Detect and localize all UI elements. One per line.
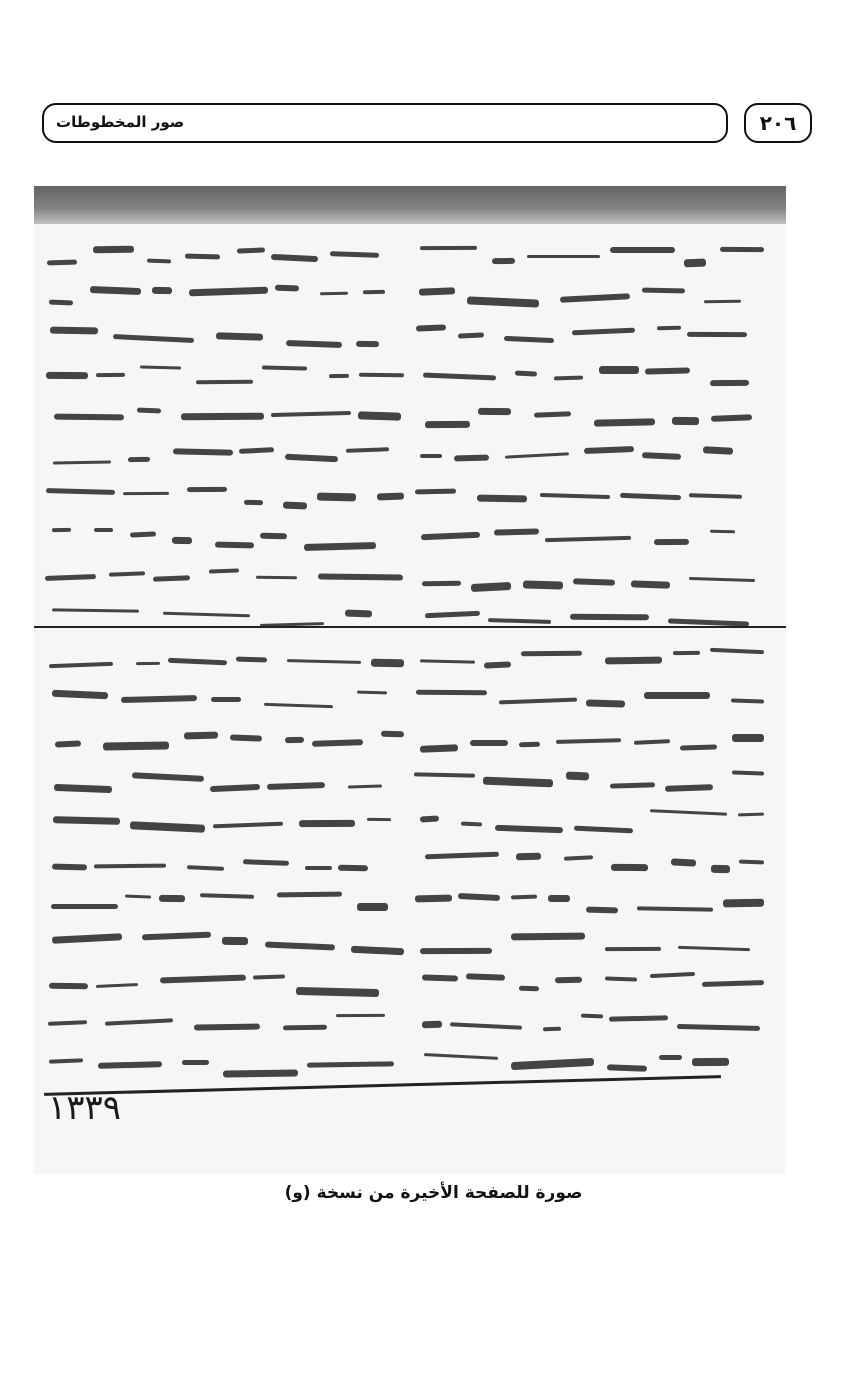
handwriting-stroke: [210, 784, 260, 793]
manuscript-text-line: [34, 392, 786, 438]
handwriting-stroke: [458, 893, 500, 901]
handwriting-stroke: [516, 852, 542, 860]
figure-caption: صورة للصفحة الأخيرة من نسخة (و): [284, 1183, 583, 1203]
handwriting-stroke: [416, 324, 446, 331]
handwriting-stroke: [180, 413, 263, 421]
handwriting-stroke: [424, 1054, 499, 1061]
handwriting-stroke: [153, 575, 190, 581]
handwriting-stroke: [296, 987, 380, 997]
handwriting-stroke: [271, 410, 351, 416]
handwriting-stroke: [586, 907, 618, 914]
handwriting-stroke: [52, 528, 71, 532]
handwriting-stroke: [466, 297, 538, 308]
handwriting-stroke: [422, 581, 461, 586]
handwriting-stroke: [423, 372, 496, 380]
handwriting-stroke: [146, 258, 170, 263]
handwriting-stroke: [739, 859, 764, 864]
handwriting-stroke: [515, 371, 537, 377]
handwriting-stroke: [237, 247, 265, 253]
manuscript-text-line: [34, 919, 786, 965]
handwriting-stroke: [52, 690, 108, 699]
handwriting-stroke: [213, 822, 283, 829]
handwriting-stroke: [275, 284, 299, 290]
handwriting-stroke: [109, 571, 145, 576]
handwriting-stroke: [545, 536, 632, 543]
handwriting-stroke: [103, 741, 169, 750]
handwriting-stroke: [55, 741, 81, 749]
handwriting-stroke: [519, 986, 539, 991]
handwriting-stroke: [357, 691, 388, 695]
handwriting-stroke: [173, 448, 233, 456]
handwriting-stroke: [46, 372, 88, 380]
handwriting-stroke: [466, 973, 505, 981]
handwriting-stroke: [346, 447, 389, 452]
handwriting-stroke: [556, 738, 621, 744]
handwriting-stroke: [357, 903, 388, 911]
handwriting-stroke: [511, 932, 585, 940]
handwriting-stroke: [454, 454, 489, 461]
handwriting-stroke: [93, 246, 134, 253]
handwriting-stroke: [256, 576, 297, 580]
handwriting-stroke: [159, 895, 185, 902]
handwriting-stroke: [611, 864, 648, 871]
handwriting-stroke: [543, 1027, 561, 1032]
handwriting-stroke: [710, 648, 764, 655]
handwriting-stroke: [260, 532, 287, 538]
handwriting-stroke: [307, 1061, 394, 1067]
handwriting-stroke: [483, 777, 553, 788]
handwriting-stroke: [211, 697, 241, 702]
handwriting-stroke: [194, 1023, 260, 1030]
handwriting-stroke: [47, 259, 77, 265]
manuscript-text-line: [34, 595, 786, 641]
handwriting-stroke: [594, 418, 655, 426]
handwriting-stroke: [200, 893, 254, 899]
handwriting-stroke: [223, 1069, 298, 1077]
handwriting-stroke: [680, 745, 717, 751]
handwriting-stroke: [511, 894, 537, 898]
handwriting-stroke: [581, 1014, 603, 1019]
handwriting-stroke: [719, 247, 764, 252]
running-header-title: صور المخطوطات: [56, 113, 185, 131]
handwriting-stroke: [416, 690, 487, 695]
handwriting-stroke: [125, 894, 151, 898]
handwriting-stroke: [644, 692, 710, 699]
handwriting-stroke: [634, 739, 670, 744]
handwriting-stroke: [458, 332, 484, 338]
handwriting-stroke: [511, 1058, 594, 1070]
handwriting-stroke: [51, 904, 118, 909]
handwriting-stroke: [265, 941, 336, 950]
handwriting-stroke: [477, 495, 527, 503]
handwriting-stroke: [692, 1058, 729, 1066]
handwriting-stroke: [687, 332, 747, 337]
handwriting-stroke: [45, 574, 96, 581]
handwriting-stroke: [216, 332, 263, 340]
handwriting-stroke: [478, 408, 511, 415]
handwriting-stroke: [128, 456, 150, 461]
handwriting-stroke: [425, 611, 480, 619]
handwriting-stroke: [495, 824, 564, 832]
handwriting-stroke: [609, 1015, 668, 1022]
handwriting-stroke: [285, 736, 304, 742]
handwriting-stroke: [527, 255, 600, 258]
handwriting-stroke: [420, 246, 477, 251]
handwriting-stroke: [540, 493, 610, 499]
handwriting-stroke: [689, 493, 742, 499]
handwriting-stroke: [236, 657, 267, 663]
manuscript-dark-top-band: [34, 186, 786, 224]
handwriting-stroke: [521, 651, 582, 656]
handwriting-stroke: [260, 622, 325, 627]
handwriting-stroke: [351, 946, 404, 955]
handwriting-stroke: [132, 772, 204, 781]
manuscript-text-line: [34, 635, 786, 681]
handwriting-stroke: [96, 983, 138, 988]
handwriting-stroke: [732, 770, 764, 775]
handwriting-stroke: [519, 742, 540, 748]
handwriting-stroke: [286, 340, 342, 348]
handwriting-stroke: [94, 528, 113, 532]
handwriting-stroke: [642, 288, 685, 294]
handwriting-stroke: [414, 772, 475, 777]
handwriting-stroke: [504, 336, 554, 343]
handwriting-stroke: [48, 1020, 87, 1026]
handwriting-stroke: [584, 445, 634, 453]
handwriting-stroke: [49, 983, 88, 990]
handwriting-stroke: [738, 812, 764, 816]
handwriting-stroke: [168, 658, 227, 666]
handwriting-stroke: [650, 972, 695, 978]
manuscript-text-line: [34, 473, 786, 519]
handwriting-stroke: [187, 487, 227, 493]
handwriting-stroke: [283, 1024, 327, 1030]
handwriting-stroke: [359, 373, 404, 378]
handwriting-stroke: [554, 376, 583, 381]
handwriting-stroke: [305, 866, 332, 870]
handwriting-stroke: [140, 365, 181, 369]
running-header: [42, 103, 728, 143]
handwriting-stroke: [470, 740, 508, 746]
handwriting-stroke: [488, 618, 551, 624]
handwriting-stroke: [610, 246, 675, 252]
handwriting-stroke: [461, 821, 482, 826]
handwriting-stroke: [312, 740, 364, 747]
handwriting-stroke: [677, 1024, 760, 1031]
handwriting-stroke: [52, 933, 122, 943]
handwriting-stroke: [723, 899, 764, 907]
handwriting-stroke: [136, 662, 160, 666]
handwriting-stroke: [367, 818, 391, 821]
handwriting-stroke: [657, 326, 681, 330]
manuscript-text-line: [34, 554, 786, 600]
handwriting-stroke: [711, 414, 753, 421]
handwriting-stroke: [534, 411, 571, 417]
handwriting-stroke: [420, 659, 476, 664]
handwriting-stroke: [94, 863, 166, 868]
handwriting-stroke: [523, 581, 563, 590]
handwriting-stroke: [152, 287, 172, 294]
manuscript-text-line: [34, 1040, 786, 1086]
handwriting-stroke: [185, 253, 220, 259]
manuscript-text-line: [34, 757, 786, 803]
manuscript-text-line: [34, 230, 786, 276]
handwriting-stroke: [243, 859, 289, 865]
handwriting-stroke: [505, 453, 569, 460]
handwriting-stroke: [348, 785, 383, 789]
handwriting-stroke: [338, 864, 368, 871]
handwriting-stroke: [49, 662, 113, 668]
handwriting-stroke: [329, 374, 349, 379]
handwriting-stroke: [631, 580, 670, 588]
handwriting-stroke: [264, 703, 333, 709]
handwriting-stroke: [46, 488, 115, 495]
handwriting-stroke: [425, 421, 470, 428]
handwriting-stroke: [702, 980, 764, 987]
handwriting-stroke: [123, 491, 169, 494]
handwriting-stroke: [605, 657, 662, 665]
handwriting-stroke: [731, 698, 764, 703]
handwriting-stroke: [320, 292, 348, 296]
handwriting-stroke: [49, 300, 73, 306]
handwriting-stroke: [678, 946, 750, 952]
handwriting-stroke: [471, 582, 511, 592]
handwriting-stroke: [356, 340, 379, 346]
handwriting-stroke: [555, 977, 583, 983]
handwriting-stroke: [377, 493, 404, 501]
handwriting-stroke: [244, 499, 263, 505]
handwriting-stroke: [684, 259, 706, 268]
handwriting-stroke: [172, 536, 192, 543]
handwriting-stroke: [450, 1022, 522, 1029]
handwriting-stroke: [492, 258, 516, 264]
manuscript-image: [34, 186, 786, 1174]
handwriting-stroke: [484, 661, 512, 669]
manuscript-text-line: [34, 676, 786, 722]
manuscript-text-line: [34, 797, 786, 843]
handwriting-stroke: [299, 820, 355, 828]
handwriting-stroke: [262, 365, 307, 370]
handwriting-stroke: [381, 731, 404, 738]
handwriting-stroke: [425, 851, 499, 859]
handwriting-stroke: [610, 782, 655, 789]
handwriting-stroke: [130, 531, 157, 537]
handwriting-stroke: [209, 568, 240, 573]
handwriting-stroke: [189, 287, 268, 297]
handwriting-stroke: [271, 254, 318, 262]
handwriting-stroke: [586, 699, 625, 707]
handwriting-stroke: [186, 865, 223, 871]
handwriting-stroke: [113, 334, 195, 343]
handwriting-stroke: [654, 539, 689, 546]
handwriting-stroke: [421, 532, 481, 541]
manuscript-text-line: [34, 352, 786, 398]
handwriting-stroke: [336, 1014, 385, 1017]
handwriting-stroke: [620, 493, 681, 501]
manuscript-text-line: [34, 311, 786, 357]
handwriting-stroke: [642, 452, 682, 460]
handwriting-stroke: [711, 865, 731, 873]
handwriting-stroke: [142, 932, 212, 941]
handwriting-stroke: [317, 493, 356, 501]
handwriting-stroke: [215, 541, 254, 548]
manuscript-text-line: [34, 271, 786, 317]
handwriting-stroke: [196, 380, 253, 384]
handwriting-stroke: [499, 697, 577, 704]
handwriting-stroke: [415, 488, 456, 494]
manuscript-margin-year: ١٣٣٩: [48, 1088, 122, 1128]
handwriting-stroke: [330, 251, 379, 258]
handwriting-stroke: [97, 1061, 162, 1069]
handwriting-stroke: [105, 1019, 173, 1027]
handwriting-stroke: [560, 293, 631, 302]
handwriting-stroke: [230, 735, 262, 742]
handwriting-stroke: [710, 380, 749, 386]
handwriting-stroke: [221, 937, 247, 945]
handwriting-stroke: [668, 618, 750, 626]
handwriting-stroke: [650, 810, 728, 817]
handwriting-stroke: [548, 895, 570, 902]
handwriting-stroke: [637, 907, 713, 912]
handwriting-stroke: [304, 542, 376, 551]
manuscript-text-line: [34, 838, 786, 884]
handwriting-stroke: [605, 977, 637, 982]
handwriting-stroke: [607, 1064, 647, 1071]
handwriting-stroke: [287, 659, 361, 664]
handwriting-stroke: [239, 448, 274, 454]
handwriting-stroke: [49, 1059, 83, 1064]
manuscript-text-line: [34, 433, 786, 479]
handwriting-stroke: [358, 411, 401, 420]
handwriting-stroke: [51, 863, 86, 870]
handwriting-stroke: [184, 731, 218, 739]
handwriting-stroke: [704, 300, 741, 304]
handwriting-stroke: [53, 461, 111, 465]
handwriting-stroke: [564, 855, 593, 860]
handwriting-stroke: [285, 454, 338, 462]
handwriting-stroke: [599, 366, 639, 374]
handwriting-stroke: [420, 948, 492, 954]
manuscript-text-line: [34, 716, 786, 762]
handwriting-stroke: [422, 1021, 442, 1029]
handwriting-stroke: [605, 947, 661, 951]
handwriting-stroke: [363, 290, 386, 295]
handwriting-stroke: [345, 610, 373, 618]
handwriting-stroke: [732, 734, 764, 742]
handwriting-stroke: [659, 1055, 682, 1060]
handwriting-stroke: [422, 974, 458, 982]
handwriting-stroke: [689, 577, 755, 582]
handwriting-stroke: [53, 816, 120, 825]
handwriting-stroke: [52, 608, 139, 613]
manuscript-text-line: [34, 514, 786, 560]
handwriting-stroke: [419, 288, 456, 296]
handwriting-stroke: [415, 894, 452, 902]
page-number: ٢٠٦: [744, 103, 812, 143]
handwriting-stroke: [371, 659, 404, 667]
handwriting-stroke: [96, 373, 125, 378]
handwriting-stroke: [276, 892, 341, 898]
handwriting-stroke: [160, 974, 246, 983]
handwriting-stroke: [182, 1060, 209, 1065]
handwriting-stroke: [283, 502, 307, 510]
manuscript-text-line: [34, 878, 786, 924]
handwriting-stroke: [90, 285, 141, 294]
handwriting-stroke: [574, 825, 634, 833]
handwriting-stroke: [673, 651, 700, 655]
handwriting-stroke: [665, 784, 713, 792]
handwriting-stroke: [318, 574, 403, 581]
handwriting-stroke: [703, 446, 733, 455]
handwriting-stroke: [420, 744, 459, 752]
handwriting-stroke: [710, 529, 735, 533]
handwriting-stroke: [121, 695, 197, 703]
handwriting-stroke: [137, 408, 161, 414]
handwriting-stroke: [566, 772, 589, 780]
handwriting-stroke: [420, 816, 439, 823]
handwriting-stroke: [54, 414, 124, 420]
manuscript-text-line: [34, 959, 786, 1005]
handwriting-stroke: [420, 454, 442, 458]
handwriting-stroke: [54, 784, 112, 794]
handwriting-stroke: [672, 417, 699, 425]
handwriting-stroke: [267, 782, 326, 790]
handwriting-stroke: [645, 368, 690, 376]
handwriting-stroke: [570, 614, 649, 621]
handwriting-stroke: [50, 327, 98, 335]
handwriting-stroke: [253, 975, 285, 980]
handwriting-stroke: [572, 579, 614, 586]
handwriting-stroke: [130, 821, 205, 832]
manuscript-text-line: [34, 1000, 786, 1046]
handwriting-stroke: [671, 859, 697, 868]
handwriting-stroke: [572, 328, 635, 336]
handwriting-stroke: [163, 611, 250, 617]
handwriting-stroke: [494, 528, 539, 535]
